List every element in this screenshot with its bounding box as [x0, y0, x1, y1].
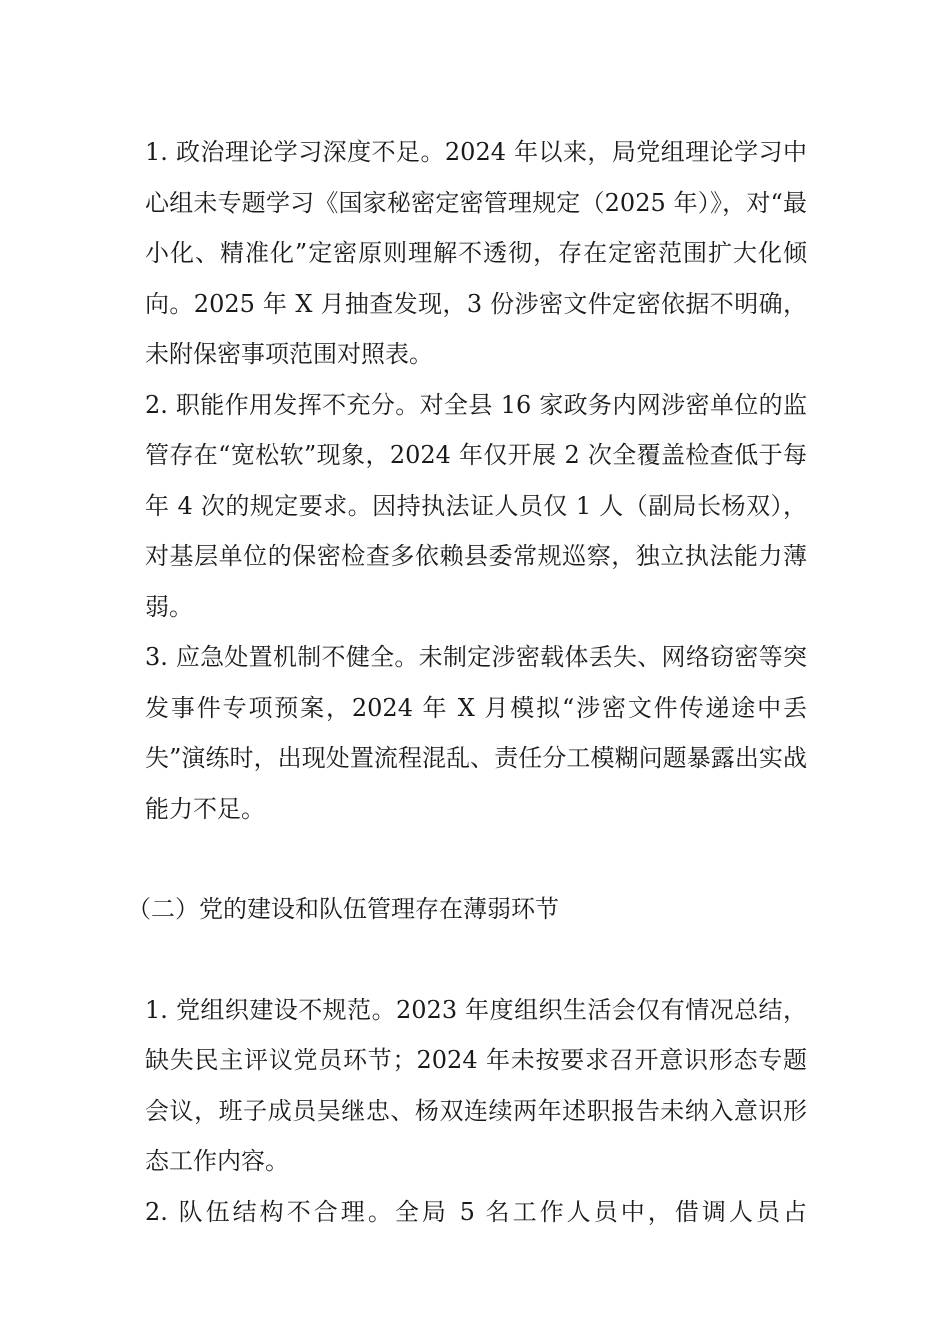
paragraph-function-role: 2. 职能作用发挥不充分。对全县 16 家政务内网涉密单位的监管存在“宽松软”现象，2024 年仅开展 2 次全覆盖检查低于每年 4 次的规定要求。因持执法证人员仅 1 人（副局长杨双），对基层单位的保密检查多依赖县委常规巡察，独立执法能力薄弱。 — [145, 390, 807, 621]
spacer — [145, 935, 807, 985]
paragraph-team-structure: 2. 队伍结构不合理。全局 5 名工作人员中，借调人员占 — [145, 1197, 807, 1226]
paragraph-theory-study: 1. 政治理论学习深度不足。2024 年以来，局党组理论学习中心组未专题学习《国家秘密定密管理规定（2025 年）》，对“最小化、精准化”定密原则理解不透彻，存在定密范围扩大化倾向。2025 年 X 月抽查发现，3 份涉密文件定密依据不明确，未附保密事项范围对照表。 — [145, 138, 807, 368]
paragraph-emergency-mechanism: 3. 应急处置机制不健全。未制定涉密载体丢失、网络窃密等突发事件专项预案，2024 年 X 月模拟“涉密文件传递途中丢失”演练时，出现处置流程混乱、责任分工模糊问题暴露出实战能力不足。 — [145, 643, 807, 823]
document-body — [127, 127, 807, 1237]
section-heading: （二）党的建设和队伍管理存在薄弱环节 — [127, 895, 559, 923]
spacer — [145, 834, 807, 884]
paragraph-party-organization: 1. 党组织建设不规范。2023 年度组织生活会仅有情况总结，缺失民主评议党员环节；2024 年未按要求召开意识形态专题会议，班子成员吴继忠、杨双连续两年述职报告未纳入意识形态工作内容。 — [145, 995, 807, 1175]
